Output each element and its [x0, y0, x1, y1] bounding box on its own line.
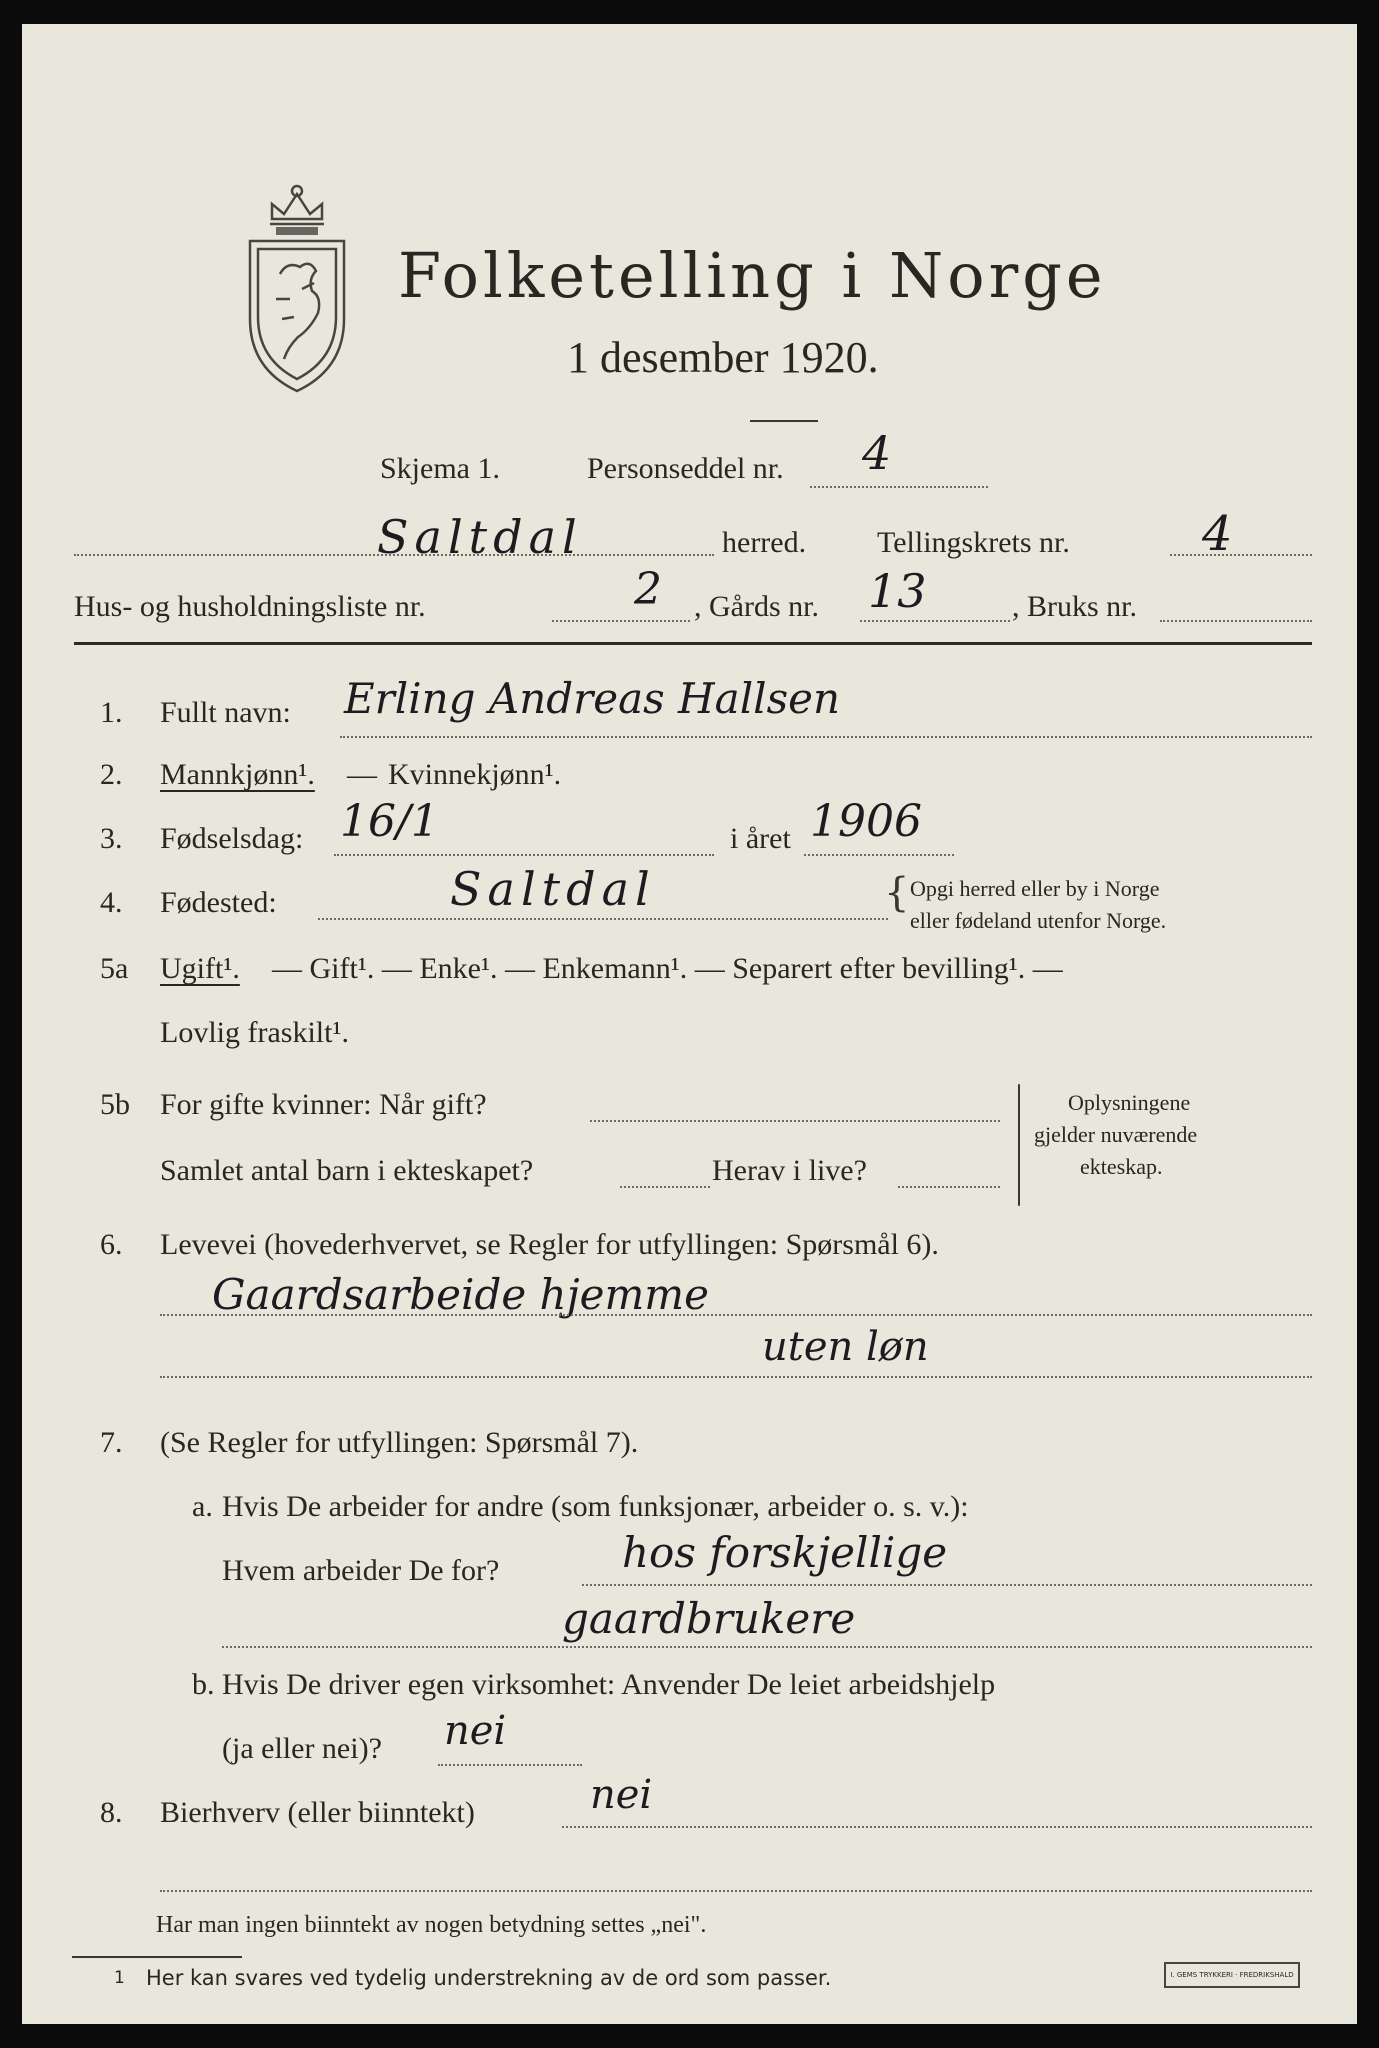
hus-line	[552, 620, 690, 622]
q6-value-line1: Gaardsarbeide hjemme	[212, 1270, 709, 1319]
q7a-who-label: Hvem arbeider De for?	[222, 1554, 500, 1587]
q5b-label: For gifte kvinner: Når gift?	[160, 1088, 487, 1121]
q5b-brace	[1018, 1084, 1020, 1206]
q7-label: (Se Regler for utfyllingen: Spørsmål 7).	[160, 1426, 639, 1459]
q7a-line2	[222, 1646, 1312, 1648]
tellingskrets-value: 4	[1202, 506, 1233, 562]
q7b-value: nei	[444, 1708, 507, 1754]
q5a-ugift-option: Ugift¹.	[160, 952, 240, 985]
q6-line2	[160, 1376, 1312, 1378]
q7a-line1	[582, 1584, 1312, 1586]
footnote-mark: 1	[114, 1968, 125, 1988]
q7b-yn-label: (ja eller nei)?	[222, 1732, 382, 1765]
hus-value: 2	[634, 564, 662, 615]
footnote-text: Her kan svares ved tydelig understrekning av de ord som passer.	[146, 1966, 832, 1990]
q5b-married-line	[590, 1120, 1000, 1122]
q2-male-option: Mannkjønn¹.	[160, 758, 315, 791]
q5b-children-line	[620, 1186, 710, 1188]
schema-label: Skjema 1.	[380, 452, 500, 485]
q3-day-line	[334, 854, 714, 856]
q6-number: 6.	[100, 1228, 123, 1261]
q7a-value-line1: hos forskjellige	[622, 1528, 948, 1577]
header-rule	[74, 642, 1312, 645]
q5a-number: 5a	[100, 952, 129, 985]
q7a-letter: a.	[192, 1490, 213, 1523]
tellingskrets-label: Tellingskrets nr.	[877, 526, 1070, 559]
census-date: 1 desember 1920.	[567, 333, 879, 382]
hus-label: Hus- og husholdningsliste nr.	[74, 590, 426, 623]
personseddel-value: 4	[862, 426, 892, 480]
q7a-label: Hvis De arbeider for andre (som funksjonær, arbeider o. s. v.):	[222, 1490, 969, 1523]
tellingskrets-line	[1170, 554, 1312, 556]
q7b-line	[438, 1764, 582, 1766]
q5b-alive-label: Herav i live?	[712, 1154, 867, 1187]
q7-number: 7.	[100, 1426, 123, 1459]
q4-label: Fødested:	[160, 886, 277, 919]
gards-line	[860, 620, 1010, 622]
q3-day-value: 16/1	[340, 796, 439, 847]
norway-coat-of-arms-icon	[232, 179, 362, 399]
q4-brace: {	[884, 870, 910, 916]
q2-separator: —	[347, 758, 377, 791]
q8-value: nei	[590, 1772, 653, 1818]
q1-label: Fullt navn:	[160, 696, 291, 729]
form-title: Folketelling i Norge	[398, 239, 1107, 312]
q3-number: 3.	[100, 822, 123, 855]
q6-value-line2: uten løn	[762, 1324, 929, 1370]
q5b-note-line1: Oplysningene	[1068, 1090, 1191, 1115]
q5b-note-line2: gjelder nuværende	[1034, 1122, 1198, 1147]
q7a-value-line2: gaardbrukere	[562, 1594, 856, 1643]
q4-number: 4.	[100, 886, 123, 919]
q8-number: 8.	[100, 1796, 123, 1829]
q2-female-option: Kvinnekjønn¹.	[388, 758, 562, 791]
q5b-alive-line	[898, 1186, 1000, 1188]
q8-label: Bierhverv (eller biinntekt)	[160, 1796, 475, 1829]
q8-line2	[160, 1890, 1312, 1892]
q1-value: Erling Andreas Hallsen	[344, 674, 841, 723]
gards-value: 13	[868, 564, 927, 618]
q7b-label: Hvis De driver egen virksomhet: Anvender De leiet arbeidshjelp	[222, 1668, 996, 1701]
q8-line1	[562, 1826, 1312, 1828]
bruks-label: , Bruks nr.	[1012, 590, 1138, 623]
gards-label: , Gårds nr.	[694, 590, 819, 623]
footer-note: Har man ingen biinntekt av nogen betydning settes „nei".	[156, 1912, 707, 1938]
q1-line	[340, 736, 1312, 738]
printer-stamp: I. GEMS TRYKKERI · FREDRIKSHALD	[1164, 1962, 1300, 1988]
q2-number: 2.	[100, 758, 123, 791]
personseddel-line	[810, 486, 988, 488]
herred-label: herred.	[722, 526, 807, 559]
q4-note-line1: Opgi herred eller by i Norge	[910, 876, 1160, 901]
footnote-rule	[72, 1956, 242, 1958]
q5a-options-line2: Lovlig fraskilt¹.	[160, 1016, 349, 1049]
q6-label: Levevei (hovederhvervet, se Regler for utfyllingen: Spørsmål 6).	[160, 1228, 939, 1261]
census-form-page	[22, 24, 1357, 2024]
herred-value: Saltdal	[377, 510, 583, 564]
q5b-number: 5b	[100, 1088, 130, 1121]
herred-line	[74, 554, 714, 556]
q5a-options: — Gift¹. — Enke¹. — Enkemann¹. — Separert efter bevilling¹. —	[272, 952, 1063, 985]
q4-value: Saltdal	[450, 862, 656, 916]
q4-note-line2: eller fødeland utenfor Norge.	[910, 908, 1167, 933]
title-divider	[750, 420, 818, 422]
q6-line1	[160, 1314, 1312, 1316]
q3-year-label: i året	[730, 822, 791, 855]
q1-number: 1.	[100, 696, 123, 729]
q3-year-value: 1906	[810, 796, 922, 847]
q3-year-line	[804, 854, 954, 856]
bruks-line	[1160, 620, 1312, 622]
q3-label: Fødselsdag:	[160, 822, 304, 855]
personseddel-label: Personseddel nr.	[587, 452, 784, 485]
q5b-children-label: Samlet antal barn i ekteskapet?	[160, 1154, 534, 1187]
q7b-letter: b.	[192, 1668, 215, 1701]
q4-line	[318, 918, 888, 920]
q5b-note-line3: ekteskap.	[1080, 1154, 1163, 1179]
